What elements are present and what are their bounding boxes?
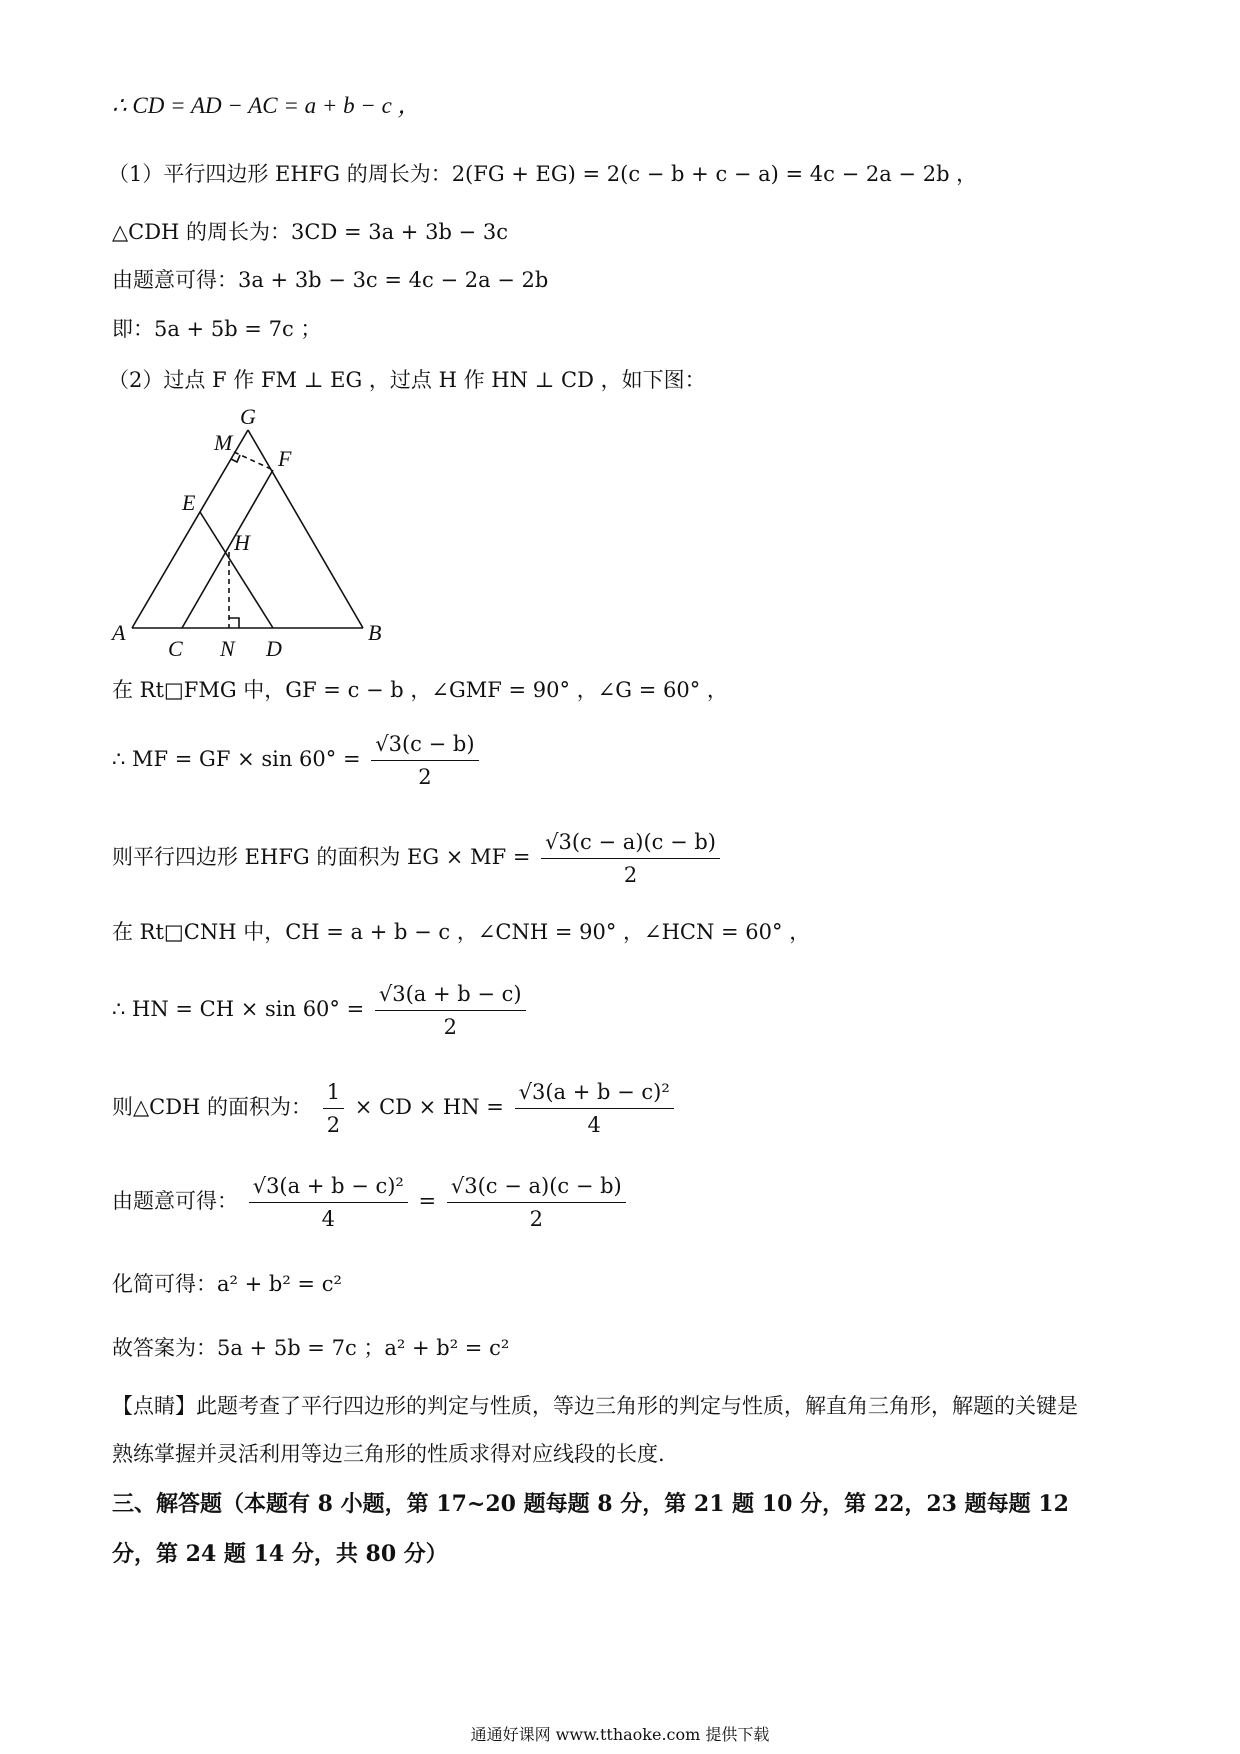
line-10: 在 Rt□CNH 中，CH = a + b − c ，∠CNH = 90° ，∠HCN = 60° ， [112,920,811,944]
segment-cf [182,470,273,628]
segment-ag [132,430,248,628]
line-17: 熟练掌握并灵活利用等边三角形的性质求得对应线段的长度. [112,1442,665,1466]
line-2: （1）平行四边形 EHFG 的周长为：2(FG + EG) = 2(c − b + c − a) = 4c − 2a − 2b ， [108,162,978,186]
line-16: 【点睛】此题考查了平行四边形的判定与性质，等边三角形的判定与性质，解直角三角形，解题的关键是 [112,1394,1078,1418]
section-heading-line-2: 分，第 24 题 14 分，共 80 分） [112,1541,448,1567]
line-3: △CDH 的周长为：3CD = 3a + 3b − 3c [112,220,508,244]
label-g: G [240,404,256,429]
label-d: D [266,636,282,660]
label-e: E [182,490,196,515]
line-8: ∴ MF = GF × sin 60° = $\frac{√3(c - b)}{2}$ [112,730,483,791]
fraction-hn: $\frac{√3(a + b - c)}{2}$ [375,980,526,1041]
label-m: M [214,430,233,455]
label-f: F [278,446,292,471]
fraction-half: $\frac{1}{2}$ [323,1078,344,1139]
fraction-area-cdh: $\frac{\text{√3(a + b − c)²}}{4}$ [515,1078,674,1139]
right-angle-n [229,618,239,628]
line-6: （2）过点 F 作 FM ⊥ EG ，过点 H 作 HN ⊥ CD ，如下图： [108,368,706,392]
label-h: H [234,530,250,555]
line-14: 化简可得：a² + b² = c² [112,1272,342,1296]
segment-mf [234,452,273,470]
line-12: 则△CDH 的面积为： $\frac{1}{2}$ × CD × HN = $\frac{\text{√3(a + b − c)²}}{4}$ [112,1078,678,1139]
line-15: 故答案为：5a + 5b = 7c ；a² + b² = c² [112,1336,510,1360]
line-1: ∴ CD = AD − AC = a + b − c ， [112,93,421,118]
label-a: A [112,620,126,645]
line-4: 由题意可得：3a + 3b − 3c = 4c − 2a − 2b [112,268,549,292]
footer-text: 通通好课网 www.tthaoke.com 提供下载 [470,1725,770,1744]
fraction-mf: $\frac{√3(c - b)}{2}$ [371,730,478,791]
section-heading-line-1: 三、解答题（本题有 8 小题，第 17~20 题每题 8 分，第 21 题 10 分，第 22，23 题每题 12 [112,1491,1069,1517]
line-5: 即：5a + 5b = 7c ； [112,317,322,341]
line-9: 则平行四边形 EHFG 的面积为 EG × MF = $\frac{√3(c - a)(c - b)}{2}$ [112,828,724,889]
line-7: 在 Rt□FMG 中，GF = c − b ，∠GMF = 90° ，∠G = 60° ， [112,678,728,702]
label-n: N [220,636,235,660]
line-11: ∴ HN = CH × sin 60° = $\frac{√3(a + b - c)}{2}$ [112,980,530,1041]
fraction-eq-right: $\frac{√3(c - a)(c - b)}{2}$ [447,1172,626,1233]
fraction-area-ehfg: $\frac{√3(c - a)(c - b)}{2}$ [541,828,720,889]
line-13: 由题意可得： $\frac{\text{√3(a + b − c)²}}{4}$ = $\frac{√3(c - a)(c - b)}{2}$ [112,1172,630,1233]
segment-gb [248,430,363,628]
fraction-eq-left: $\frac{\text{√3(a + b − c)²}}{4}$ [249,1172,408,1233]
label-c: C [168,636,183,660]
triangle-figure [110,400,400,660]
label-b: B [368,620,382,645]
